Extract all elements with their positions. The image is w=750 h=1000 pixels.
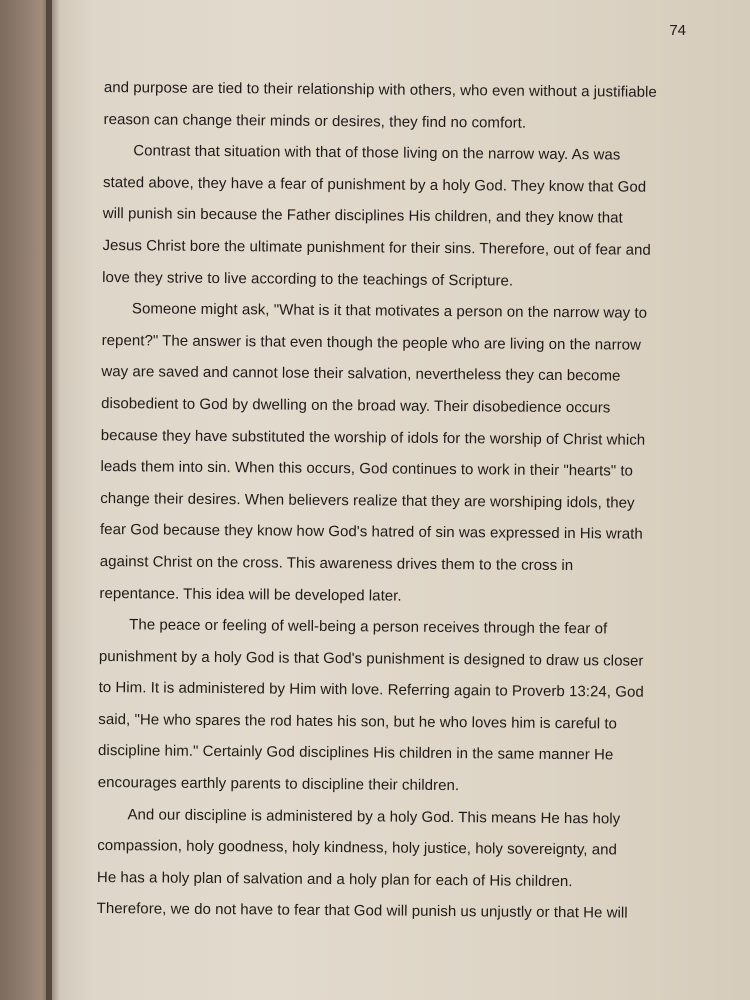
text-line: Therefore, we do not have to fear that God will punish us unjustly or that He will: [96, 900, 628, 923]
book-page: [52, 0, 750, 1000]
text-line: Jesus Christ bore the ultimate punishment for their sins. Therefore, out of fear and: [102, 236, 651, 259]
text-line: against Christ on the cross. This awareness drives them to the cross in: [99, 552, 574, 575]
spine-shadow: [46, 0, 60, 1000]
text-line: punishment by a holy God is that God's punishment is designed to draw us closer: [98, 647, 644, 670]
text-line: compassion, holy goodness, holy kindness, holy justice, holy sovereignty, and: [97, 837, 618, 859]
text-line: love they strive to live according to the teachings of Scripture.: [102, 268, 514, 290]
text-line: encourages earthly parents to discipline their children.: [97, 774, 460, 795]
text-line: will punish sin because the Father disciplines His children, and they know that: [102, 205, 623, 227]
text-line: Contrast that situation with that of those living on the narrow way. As was: [133, 142, 621, 164]
text-line: fear God because they know how God's hatred of sin was expressed in His wrath: [99, 521, 643, 544]
page-number: 74: [669, 22, 686, 39]
body-text: [97, 72, 692, 930]
text-line: and purpose are tied to their relationship with others, who even without a justifiable: [103, 78, 657, 101]
text-line: And our discipline is administered by a holy God. This means He has holy: [127, 805, 621, 828]
text-line: because they have substituted the worship of idols for the worship of Christ which: [100, 426, 646, 449]
text-line: repent?" The answer is that even though the people who are living on the narrow: [101, 331, 642, 354]
left-page-edge: [0, 0, 52, 1000]
text-line: repentance. This idea will be developed later.: [99, 584, 402, 605]
text-line: change their desires. When believers realize that they are worshiping idols, they: [100, 489, 635, 512]
text-line: discipline him." Certainly God disciplines His children in the same manner He: [98, 742, 614, 764]
text-line: The peace or feeling of well-being a person receives through the fear of: [129, 616, 608, 638]
text-line: leads them into sin. When this occurs, God continues to work in their "hearts" to: [100, 458, 634, 480]
text-line: said, "He who spares the rod hates his son, but he who loves him is careful to: [98, 710, 618, 733]
text-line: disobedient to God by dwelling on the broad way. Their disobedience occurs: [101, 394, 611, 417]
text-line: way are saved and cannot lose their salvation, nevertheless they can become: [101, 363, 621, 385]
text-line: Someone might ask, "What is it that motivates a person on the narrow way to: [131, 300, 648, 322]
text-line: to Him. It is administered by Him with love. Referring again to Proverb 13:24, God: [98, 679, 644, 702]
text-line: reason can change their minds or desires, they find no comfort.: [103, 110, 527, 132]
text-line: He has a holy plan of salvation and a holy plan for each of His children.: [96, 868, 573, 890]
text-line: stated above, they have a fear of punishment by a holy God. They know that God: [102, 173, 647, 196]
